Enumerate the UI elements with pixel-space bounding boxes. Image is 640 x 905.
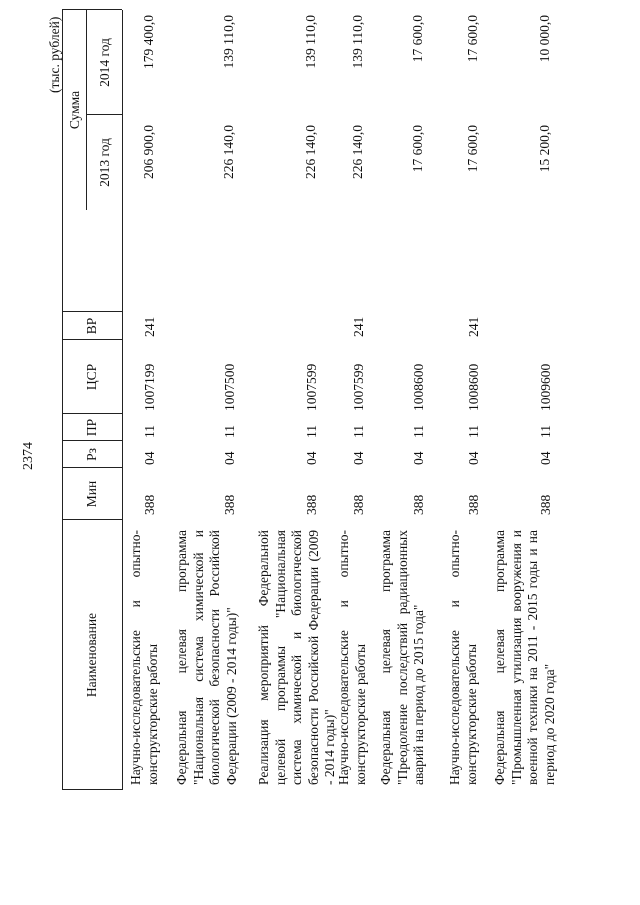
row-name: Научно-исследовательские и опытно-конструкторские работы xyxy=(128,530,160,785)
row-name: Научно-исследовательские и опытно-конструкторские работы xyxy=(447,530,479,785)
units-label: (тыс. рублей) xyxy=(47,16,62,93)
row-2013: 226 140,0 xyxy=(350,125,365,179)
row-csr: 1008600 xyxy=(411,363,426,411)
row-2013: 206 900,0 xyxy=(141,125,156,179)
row-rz: 04 xyxy=(222,451,237,465)
row-rz: 04 xyxy=(538,451,553,465)
row-min: 388 xyxy=(466,494,481,515)
page-number: 2374 xyxy=(21,442,36,470)
row-2014: 17 600,0 xyxy=(410,15,425,63)
row-pr: 11 xyxy=(538,425,553,438)
row-2013: 15 200,0 xyxy=(537,125,552,173)
row-rz: 04 xyxy=(142,451,157,465)
row-pr: 11 xyxy=(411,425,426,438)
row-name: Федеральная целевая программа "Преодоление последствий радиационных аварий на период до 2015 года" xyxy=(378,530,426,785)
header-min: Мин xyxy=(84,480,99,508)
row-2013: 226 140,0 xyxy=(303,125,318,179)
row-2013: 226 140,0 xyxy=(221,125,236,179)
row-min: 388 xyxy=(351,494,366,515)
row-min: 388 xyxy=(411,494,426,515)
row-pr: 11 xyxy=(142,425,157,438)
row-min: 388 xyxy=(304,494,319,515)
row-2014: 139 110,0 xyxy=(303,15,318,69)
header-name: Наименование xyxy=(84,612,99,698)
row-min: 388 xyxy=(142,494,157,515)
header-rz: Рз xyxy=(84,448,99,461)
row-2014: 139 110,0 xyxy=(350,15,365,69)
header-2014: 2014 год xyxy=(97,38,112,87)
header-vr: ВР xyxy=(84,317,99,335)
header-pr: ПР xyxy=(84,418,99,437)
row-rz: 04 xyxy=(411,451,426,465)
row-name: Научно-исследовательские и опытно-конструкторские работы xyxy=(336,530,368,785)
row-vr: 241 xyxy=(142,316,157,337)
row-csr: 1007199 xyxy=(142,363,157,411)
header-2013: 2013 год xyxy=(97,138,112,187)
row-vr: 241 xyxy=(351,316,366,337)
row-2013: 17 600,0 xyxy=(410,125,425,173)
row-csr: 1007599 xyxy=(351,363,366,411)
table-top-border xyxy=(62,10,63,790)
row-name: Федеральная целевая программа "Национальная система химической и биологической безопасности Российской Федерации (2009 - 2014 годы)" xyxy=(174,530,239,785)
row-csr: 1008600 xyxy=(466,363,481,411)
row-min: 388 xyxy=(538,494,553,515)
row-rz: 04 xyxy=(304,451,319,465)
row-2014: 17 600,0 xyxy=(465,15,480,63)
row-min: 388 xyxy=(222,494,237,515)
row-name: Федеральная целевая программа "Промышленная утилизация вооружения и военной техники на 2011 - 2015 годы и на период до 2020 года" xyxy=(492,530,557,785)
sum-split-line xyxy=(86,10,87,210)
row-2014: 179 400,0 xyxy=(141,15,156,69)
row-vr: 241 xyxy=(466,316,481,337)
header-sum: Сумма xyxy=(67,90,82,130)
row-pr: 11 xyxy=(222,425,237,438)
row-csr: 1007500 xyxy=(222,363,237,411)
header-csr: ЦСР xyxy=(84,363,99,391)
row-rz: 04 xyxy=(351,451,366,465)
row-rz: 04 xyxy=(466,451,481,465)
row-2014: 10 000,0 xyxy=(537,15,552,63)
row-name: Реализация мероприятий Федеральной целевой программы "Национальная система химической и биологической безопасности Российской Федерации (2009 - 2014 годы)" xyxy=(256,530,337,785)
header-bottom-border xyxy=(122,10,123,790)
row-2013: 17 600,0 xyxy=(465,125,480,173)
row-pr: 11 xyxy=(304,425,319,438)
row-pr: 11 xyxy=(466,425,481,438)
row-csr: 1007599 xyxy=(304,363,319,411)
row-csr: 1009600 xyxy=(538,363,553,411)
row-pr: 11 xyxy=(351,425,366,438)
row-2014: 139 110,0 xyxy=(221,15,236,69)
